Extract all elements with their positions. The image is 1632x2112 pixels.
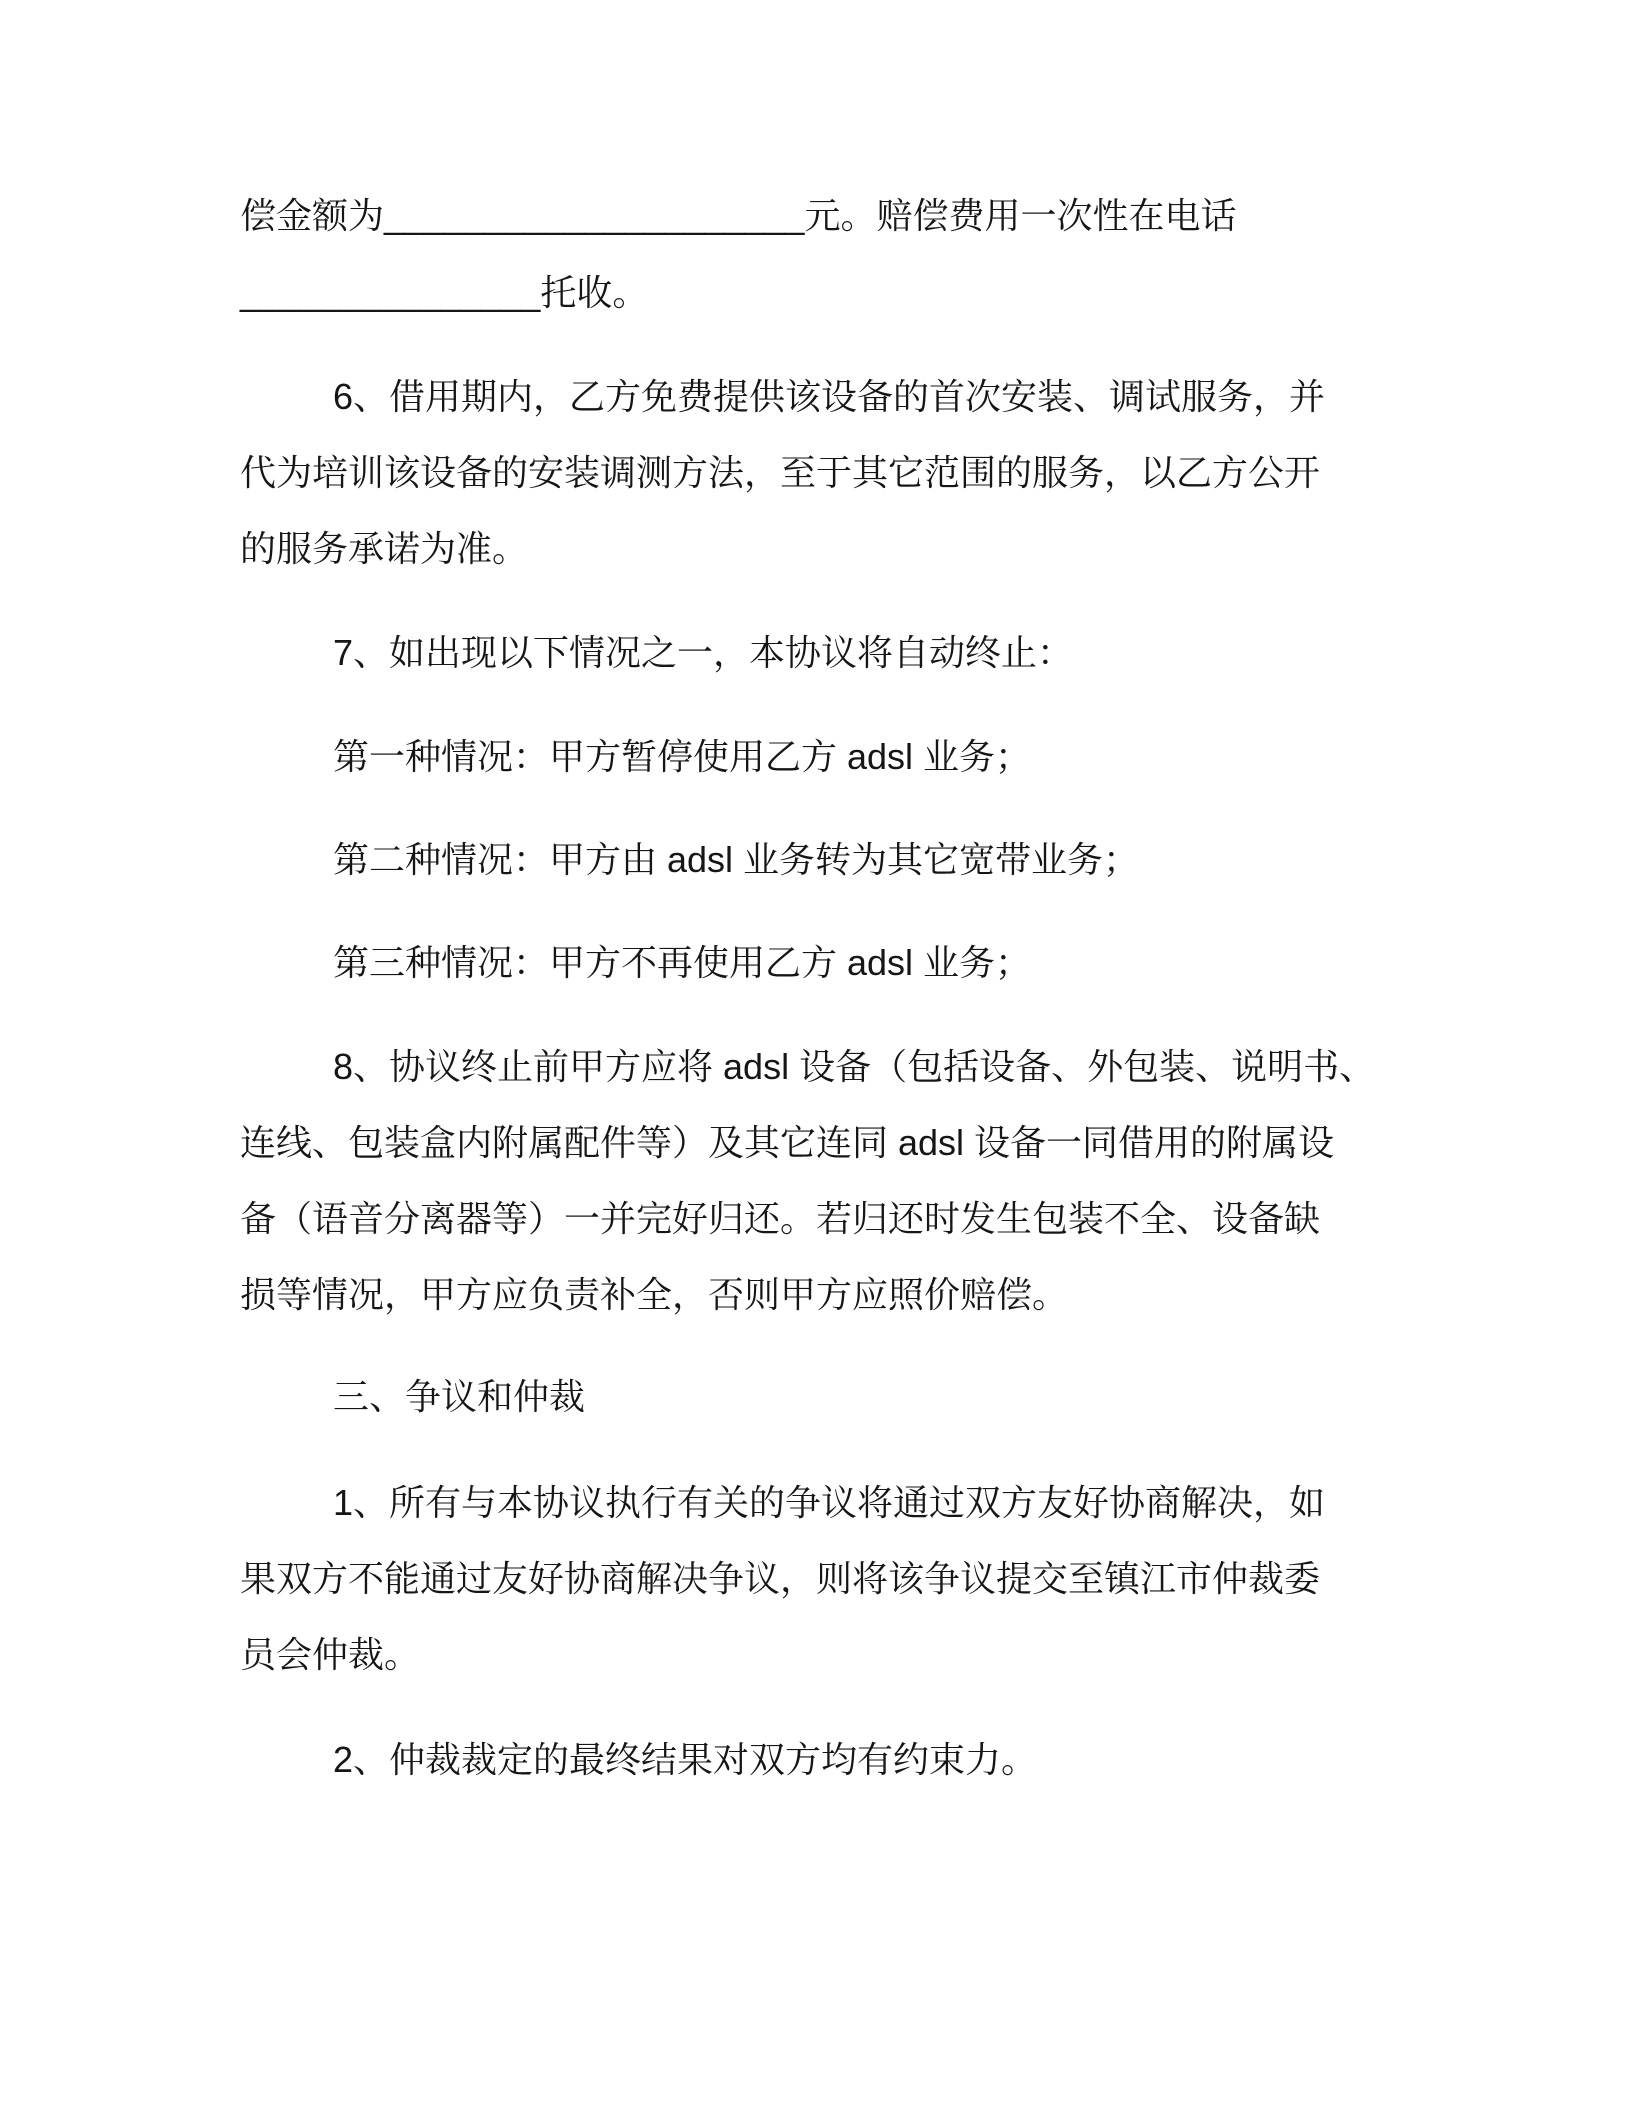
text-line: _______________托收。 <box>240 272 649 313</box>
text-line: 员会仲裁。 <box>240 1634 421 1675</box>
text-line: 备（语音分离器等）一并完好归还。若归还时发生包装不全、设备缺 <box>240 1198 1321 1239</box>
text-line: 果双方不能通过友好协商解决争议，则将该争议提交至镇江市仲裁委 <box>240 1558 1321 1599</box>
text-line: 损等情况，甲方应负责补全，否则甲方应照价赔偿。 <box>240 1274 1069 1315</box>
text-line: 第一种情况：甲方暂停使用乙方 adsl 业务； <box>333 736 1032 777</box>
text-line: 的服务承诺为准。 <box>240 528 529 569</box>
text-line: 6、借用期内，乙方免费提供该设备的首次安装、调试服务，并 <box>333 376 1326 417</box>
text-line: 7、如出现以下情况之一，本协议将自动终止： <box>333 632 1074 673</box>
text-line: 偿金额为_____________________元。赔偿费用一次性在电话 <box>240 195 1237 236</box>
section-heading: 三、争议和仲裁 <box>333 1376 586 1417</box>
text-line: 连线、包装盒内附属配件等）及其它连同 adsl 设备一同借用的附属设 <box>240 1122 1335 1163</box>
text-line: 代为培训该设备的安装调测方法，至于其它范围的服务，以乙方公开 <box>240 452 1321 493</box>
text-line: 1、所有与本协议执行有关的争议将通过双方友好协商解决，如 <box>333 1482 1326 1523</box>
text-line: 第三种情况：甲方不再使用乙方 adsl 业务； <box>333 942 1032 983</box>
text-line: 2、仲裁裁定的最终结果对双方均有约束力。 <box>333 1739 1038 1780</box>
text-line: 8、协议终止前甲方应将 adsl 设备（包括设备、外包装、说明书、 <box>333 1046 1376 1087</box>
text-line: 第二种情况：甲方由 adsl 业务转为其它宽带业务； <box>333 839 1140 880</box>
